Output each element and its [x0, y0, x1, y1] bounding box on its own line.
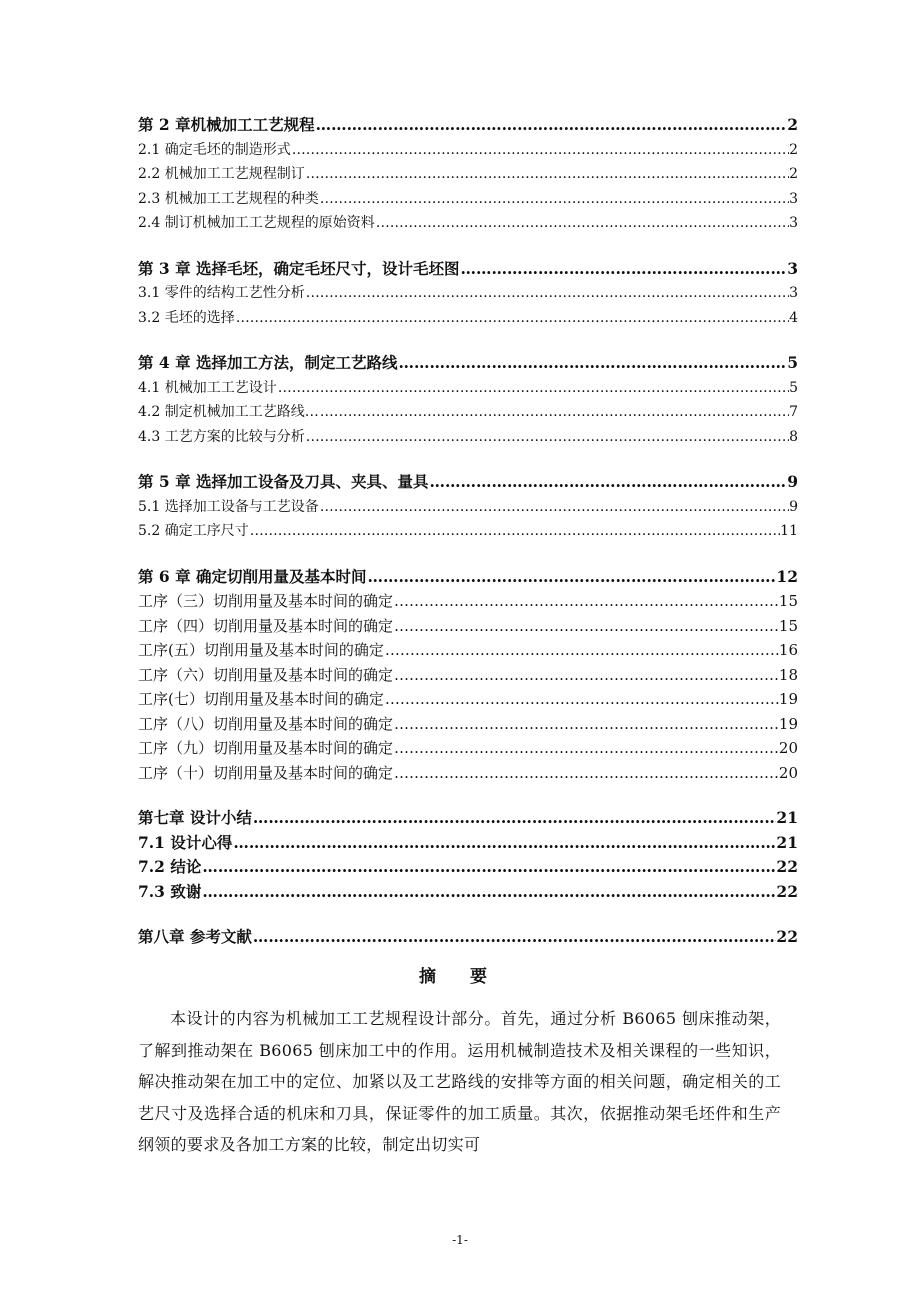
toc-leader-dots — [291, 138, 789, 163]
toc-row[interactable] — [138, 712, 798, 737]
toc-leader-dots — [305, 425, 789, 450]
toc-row[interactable] — [138, 281, 798, 306]
toc-page-number: 11 — [780, 523, 798, 539]
toc-entry-title: 2.4 制订机械加工工艺规程的原始资料 — [138, 215, 375, 231]
toc-entry-title: 工序（九）切削用量及基本时间的确定 — [138, 739, 394, 757]
toc-leader-dots — [277, 376, 789, 401]
toc-leader-dots — [235, 306, 789, 331]
toc-leader-dots — [201, 855, 776, 880]
toc-page-number: 8 — [789, 428, 798, 445]
toc-leader-dots — [201, 880, 776, 905]
toc-entry-title: 工序（三）切削用量及基本时间的确定 — [138, 592, 394, 610]
toc-page-number: 3 — [789, 285, 798, 301]
toc-page-number: 3 — [789, 190, 798, 207]
toc-leader-dots — [397, 351, 787, 376]
toc-entry-title: 5.1 选择加工设备与工艺设备 — [138, 498, 319, 515]
toc-row[interactable] — [138, 806, 798, 831]
toc-row[interactable] — [138, 376, 798, 401]
toc-page-number: 21 — [776, 808, 798, 827]
toc-page-number: 15 — [778, 616, 798, 635]
toc-group-ch7 — [138, 806, 798, 904]
toc-leader-dots — [393, 761, 779, 786]
toc-entry-title: 2.1 确定毛坯的制造形式 — [138, 141, 291, 158]
toc-leader-dots — [319, 400, 789, 425]
toc-group-ch5 — [138, 470, 798, 544]
toc-row[interactable] — [138, 351, 798, 376]
toc-page-number: 5 — [787, 353, 798, 372]
toc-page-number: 12 — [776, 566, 798, 586]
page-number: -1- — [452, 1233, 468, 1247]
toc-leader-dots — [384, 638, 779, 663]
toc-leader-dots — [393, 736, 779, 761]
toc-row[interactable] — [138, 470, 798, 495]
toc-page-number: 9 — [789, 498, 798, 515]
toc-page-number: 3 — [787, 258, 798, 278]
toc-row[interactable] — [138, 400, 798, 425]
toc-leader-dots — [305, 281, 789, 306]
abstract-paragraph: 本设计的内容为机械加工工艺规程设计部分。首先，通过分析 B6065 刨床推动架，了解到推动架在 B6065 刨床加工中的作用。运用机械制造技术及相关课程的一些知识，解决推动架在加工中的定位、加紧以及工艺路线的安排等方面的相关问题，确定相关的工艺尺寸及选择合适的机床和刀具，保证零件的加工质量。其次，依据推动架毛坯件和生产纲领的要求及各加工方案的比较，制定出切实可 — [138, 1009, 781, 1154]
toc-entry-title: 第 3 章 选择毛坯，确定毛坯尺寸，设计毛坯图 — [138, 258, 460, 278]
toc-entry-title: 工序（十）切削用量及基本时间的确定 — [138, 763, 394, 782]
toc-leader-dots — [428, 470, 787, 495]
toc-entry-title: 2.2 机械加工工艺规程制订 — [138, 166, 305, 182]
toc-page-number: 2 — [789, 141, 798, 158]
toc-page-number: 16 — [778, 641, 798, 659]
toc-page-number: 7 — [789, 404, 798, 420]
toc-page-number: 21 — [776, 832, 798, 852]
toc-row[interactable] — [138, 565, 798, 590]
toc-entry-title: 第八章 参考文献 — [138, 927, 252, 946]
toc-page-number: 22 — [776, 927, 798, 946]
toc-page-number: 22 — [776, 881, 798, 901]
toc-row[interactable] — [138, 736, 798, 761]
toc-leader-dots — [232, 831, 776, 856]
toc-row[interactable] — [138, 306, 798, 331]
toc-entry-title: 4.3 工艺方案的比较与分析 — [138, 428, 305, 445]
toc-page-number: 19 — [778, 714, 798, 733]
toc-row[interactable] — [138, 761, 798, 786]
toc-row[interactable] — [138, 113, 798, 138]
toc-row[interactable] — [138, 425, 798, 450]
toc-group-ch2 — [138, 113, 798, 236]
toc-leader-dots — [375, 211, 789, 236]
toc-leader-dots — [319, 495, 789, 520]
toc-entry-title: 第 2 章机械加工工艺规程 — [138, 115, 315, 134]
toc-page-number: 22 — [776, 857, 798, 876]
toc-entry-title: 5.2 确定工序尺寸 — [138, 523, 249, 539]
toc-leader-dots — [305, 162, 789, 187]
toc-leader-dots — [393, 614, 779, 639]
toc-entry-title: 第 6 章 确定切削用量及基本时间 — [138, 566, 367, 586]
toc-page-number: 20 — [778, 739, 798, 757]
toc-entry-title: 工序(七）切削用量及基本时间的确定 — [138, 690, 384, 708]
toc-group-ch6 — [138, 565, 798, 786]
toc-leader-dots — [384, 687, 779, 712]
toc-page-number: 19 — [778, 690, 798, 708]
toc-group-ch4 — [138, 351, 798, 449]
toc-row[interactable] — [138, 880, 798, 905]
toc-entry-title: 4.1 机械加工工艺设计 — [138, 379, 277, 396]
toc-page-number: 20 — [778, 763, 798, 782]
toc-page-number: 18 — [778, 665, 798, 684]
toc-page-number: 2 — [789, 166, 798, 182]
toc-leader-dots — [459, 257, 787, 282]
toc-row[interactable] — [138, 663, 798, 688]
toc-entry-title: 7.2 结论 — [138, 857, 202, 876]
toc-page-number: 9 — [787, 472, 798, 491]
toc-leader-dots — [249, 519, 780, 544]
toc-leader-dots — [393, 712, 779, 737]
table-of-contents — [138, 113, 798, 971]
toc-page-number: 15 — [778, 592, 798, 610]
toc-row[interactable] — [138, 831, 798, 856]
toc-row[interactable] — [138, 257, 798, 282]
toc-row[interactable] — [138, 614, 798, 639]
toc-leader-dots — [315, 113, 788, 138]
toc-page-number: 4 — [789, 309, 798, 326]
toc-entry-title: 7.1 设计心得 — [138, 832, 233, 852]
toc-row[interactable] — [138, 925, 798, 950]
toc-page-number: 2 — [787, 115, 798, 134]
toc-group-ch8 — [138, 925, 798, 950]
toc-row[interactable] — [138, 187, 798, 212]
toc-row[interactable] — [138, 138, 798, 163]
toc-entry-title: 3.1 零件的结构工艺性分析 — [138, 285, 305, 301]
toc-entry-title: 7.3 致谢 — [138, 881, 202, 901]
toc-entry-title: 3.2 毛坯的选择 — [138, 309, 235, 326]
toc-leader-dots — [252, 925, 777, 950]
toc-entry-title: 工序(五）切削用量及基本时间的确定 — [138, 641, 384, 659]
toc-entry-title: 第七章 设计小结 — [138, 808, 252, 827]
toc-entry-title: 第 4 章 选择加工方法，制定工艺路线 — [138, 353, 398, 372]
toc-row[interactable] — [138, 687, 798, 712]
toc-leader-dots — [252, 806, 777, 831]
toc-row[interactable] — [138, 519, 798, 544]
abstract-heading: 摘 要 — [419, 967, 501, 987]
toc-entry-title: 第 5 章 选择加工设备及刀具、夹具、量具 — [138, 472, 429, 491]
toc-entry-title: 工序（八）切削用量及基本时间的确定 — [138, 714, 394, 733]
toc-group-ch3 — [138, 257, 798, 331]
toc-entry-title: 2.3 机械加工工艺规程的种类 — [138, 190, 319, 207]
toc-row[interactable] — [138, 162, 798, 187]
toc-row[interactable] — [138, 855, 798, 880]
toc-row[interactable] — [138, 638, 798, 663]
toc-row[interactable] — [138, 211, 798, 236]
toc-entry-title: 工序（六）切削用量及基本时间的确定 — [138, 665, 394, 684]
toc-leader-dots — [393, 589, 779, 614]
toc-row[interactable] — [138, 589, 798, 614]
toc-row[interactable] — [138, 495, 798, 520]
toc-page-number: 3 — [789, 215, 798, 231]
toc-leader-dots — [393, 663, 779, 688]
toc-leader-dots — [366, 565, 776, 590]
toc-leader-dots — [319, 187, 789, 212]
toc-page-number: 5 — [789, 379, 798, 396]
toc-entry-title: 4.2 制定机械加工工艺路线… — [138, 404, 319, 420]
toc-entry-title: 工序（四）切削用量及基本时间的确定 — [138, 616, 394, 635]
